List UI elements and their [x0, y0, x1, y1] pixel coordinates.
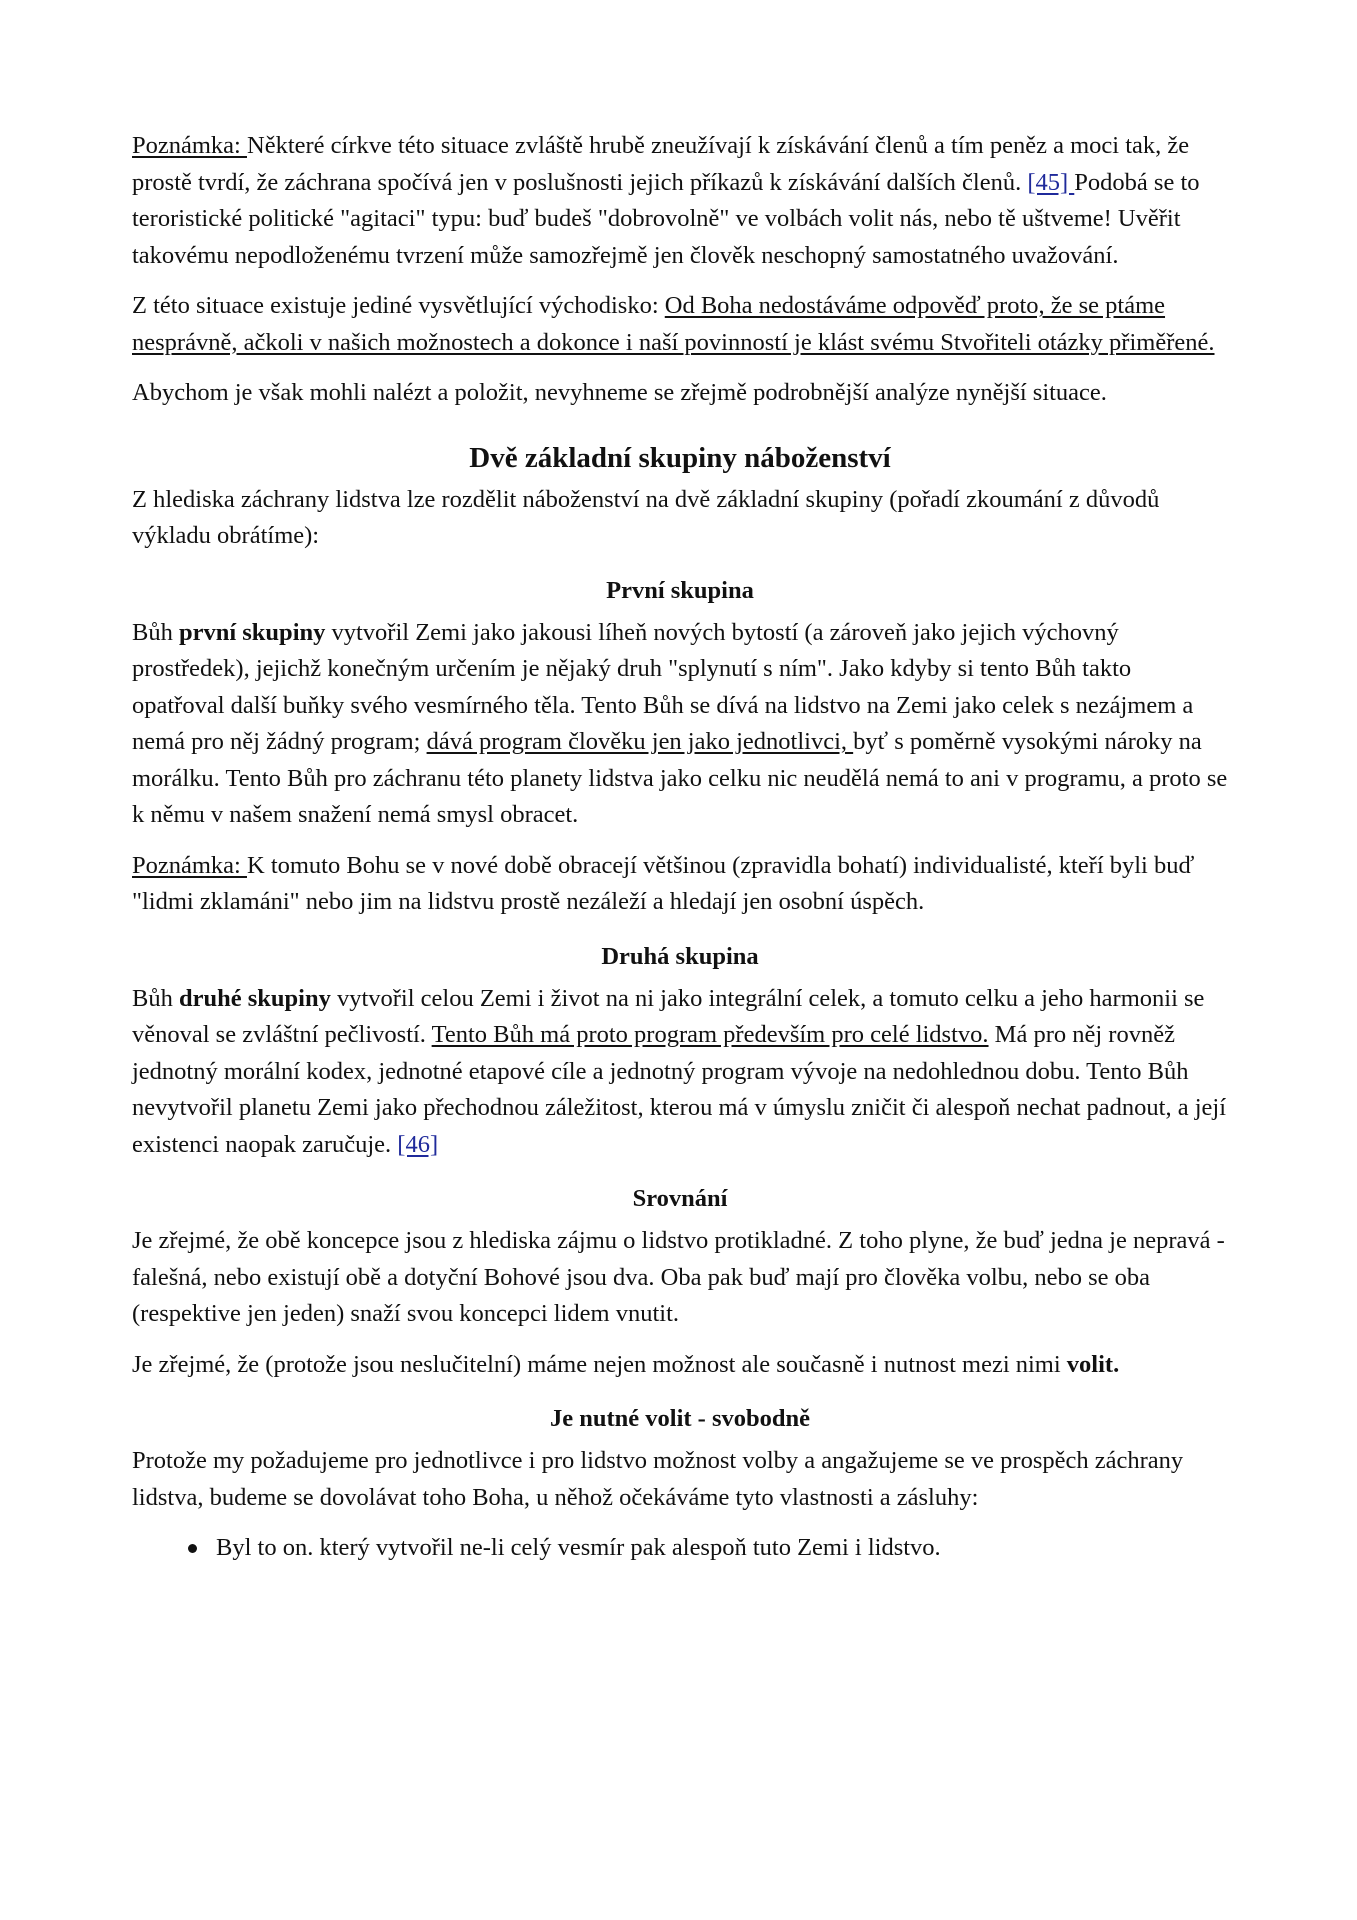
bullet-list: [132, 1530, 1228, 1567]
comparison-text: Je zřejmé, že (protože jsou neslučitelní) máme nejen možnost ale současně i nutnost mezi nimi: [132, 1350, 1067, 1378]
note-paragraph-2: [132, 848, 1228, 921]
list-item-text: Byl to on. který vytvořil ne-li celý vesmír pak alespoň tuto Zemi i lidstvo.: [216, 1534, 941, 1561]
second-group-underlined: Tento Bůh má proto program především pro celé lidstvo.: [431, 1021, 989, 1048]
second-group-text-b: vytvořil celou Zemi i život na ni jako integrální celek, a tomuto celku a jeho harmonii se věnoval se zvláštní pečlivostí.: [132, 984, 1205, 1048]
heading-second-group: Druhá skupina: [601, 942, 759, 970]
heading-comparison: Srovnání: [632, 1185, 728, 1212]
paragraph-comparison-2: [132, 1347, 1228, 1384]
main-heading: Dvě základní skupiny náboženství: [469, 441, 891, 474]
second-group-bold: druhé skupiny: [178, 984, 331, 1012]
comparison-bold: volit.: [1066, 1350, 1120, 1378]
note-text-part-2: Podobá se to teroristické politické "agitaci" typu: buď budeš "dobrovolně" ve volbách volit nás, nebo tě uštveme! Uvěřit takovému nepodloženému tvrzení může samozřejmě jen člověk neschopný samostatného uvažování.: [132, 168, 1200, 269]
paragraph-analysis: Abychom je však mohli nalézt a položit, nevyhneme se zřejmě podrobnější analýze nynější situace.: [132, 379, 1107, 406]
note-text-2: K tomuto Bohu se v nové době obracejí většinou (zpravidla bohatí) individualisté, kteří byli buď "lidmi zklamáni" nebo jim na lidstvu prostě nezáleží a hledají jen osobní úspěch.: [132, 851, 1195, 915]
second-group-text-a: Bůh: [132, 984, 179, 1012]
paragraph-groups-intro: Z hlediska záchrany lidstva lze rozdělit náboženství na dvě základní skupiny (pořadí zkoumání z důvodů výkladu obrátíme):: [132, 485, 1160, 549]
solution-underlined: Od Boha nedostáváme odpověď proto, že se ptáme nesprávně, ačkoli v našich možnostech a dokonce i naší povinností je klást svému Stvořiteli otázky přiměřené.: [132, 292, 1215, 356]
note-text-part-1: Některé církve této situace zvláště hrubě zneužívají k získávání členů a tím peněz a moci tak, že prostě tvrdí, že záchrana spočívá jen v poslušnosti jejich příkazů k získávání dalších členů.: [132, 132, 1190, 196]
first-group-text-c: byť s poměrně vysokými nároky na morálku. Tento Bůh pro záchranu této planety lidstva jako celku nic neudělá nemá to ani v programu, a proto se k němu v našem snažení nemá smysl obracet.: [132, 728, 1228, 828]
document-page: [132, 128, 1228, 1567]
footnote-link-45[interactable]: [45]: [1027, 168, 1075, 196]
first-group-bold: první skupiny: [178, 618, 326, 646]
heading-must-choose: Je nutné volit - svobodně: [549, 1405, 810, 1432]
first-group-text-b: vytvořil Zemi jako jakousi líheň nových bytostí (a zároveň jako jejich výchovný prostředek), jejichž konečným určením je nějaký druh "splynutí s ním". Jako kdyby si tento Bůh takto opatřoval další buňky svého vesmírného těla. Tento Bůh se dívá na lidstvo na Zemi jako celek s nezájmem a nemá pro něj žádný program;: [132, 618, 1194, 755]
paragraph-solution: [132, 288, 1228, 361]
footnote-link-46[interactable]: [46]: [397, 1130, 439, 1158]
note-label: Poznámka:: [132, 132, 247, 159]
heading-first-group: První skupina: [606, 576, 754, 604]
solution-intro: Z této situace existuje jediné vysvětlující východisko:: [132, 292, 665, 319]
paragraph-second-group: [132, 981, 1228, 1164]
first-group-text-a: Bůh: [132, 618, 179, 646]
paragraph-first-group: [132, 615, 1228, 834]
note-label-2: Poznámka:: [132, 851, 247, 879]
bullet-icon: [188, 1544, 197, 1553]
second-group-text-c: Má pro něj rovněž jednotný morální kodex, jednotné etapové cíle a jednotný program vývoje na nedohlednou dobu. Tento Bůh nevytvořil planetu Zemi jako přechodnou záležitost, kterou má v úmyslu zničit či alespoň nechat padnout, a její existenci naopak zaručuje.: [132, 1021, 1227, 1158]
paragraph-must-choose: Protože my požadujeme pro jednotlivce i pro lidstvo možnost volby a angažujeme se ve prospěch záchrany lidstva, budeme se dovolávat toho Boha, u něhož očekáváme tyto vlastnosti a zásluhy:: [132, 1447, 1184, 1511]
note-paragraph-1: [132, 128, 1228, 274]
paragraph-comparison-1: Je zřejmé, že obě koncepce jsou z hlediska zájmu o lidstvo protikladné. Z toho plyne, že buď jedna je nepravá - falešná, nebo existují obě a dotyční Bohové jsou dva. Oba pak buď mají pro člověka volbu, nebo se oba (respektive jen jeden) snaží svou koncepci lidem vnutit.: [132, 1227, 1225, 1327]
first-group-underlined: dává program člověku jen jako jednotlivci,: [426, 728, 854, 755]
list-item: [188, 1530, 1228, 1567]
